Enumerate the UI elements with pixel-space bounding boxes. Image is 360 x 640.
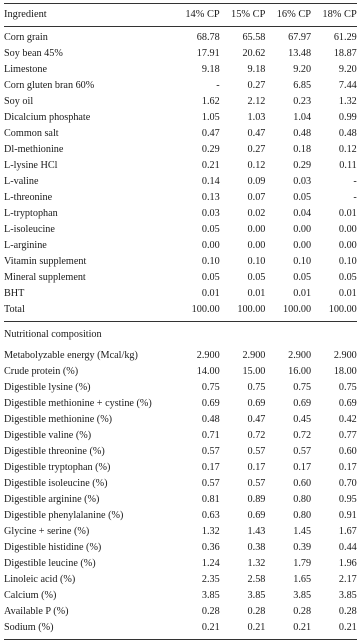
row-value: 0.07 bbox=[247, 192, 266, 203]
row-value: 0.75 bbox=[247, 382, 266, 393]
table-row bbox=[4, 412, 357, 428]
diet-composition-table bbox=[4, 3, 357, 640]
row-value: 7.44 bbox=[338, 80, 357, 91]
table-row bbox=[4, 30, 357, 46]
row-value: 67.97 bbox=[288, 32, 312, 43]
row-value: 9.18 bbox=[201, 64, 220, 75]
row-value: 0.60 bbox=[338, 446, 357, 457]
row-value: 3.85 bbox=[293, 590, 312, 601]
row-label: Corn gluten bran 60% bbox=[4, 80, 95, 91]
row-value: 14.00 bbox=[196, 366, 220, 377]
row-value: 0.09 bbox=[247, 176, 266, 187]
row-value: 0.48 bbox=[293, 128, 312, 139]
row-value: 0.75 bbox=[338, 382, 357, 393]
row-value: - bbox=[353, 176, 357, 187]
row-value: 18.87 bbox=[333, 48, 357, 59]
row-label: L-isoleucine bbox=[4, 224, 55, 235]
row-value: 20.62 bbox=[242, 48, 266, 59]
row-value: 13.48 bbox=[288, 48, 312, 59]
table-row bbox=[4, 62, 357, 78]
row-value: 0.03 bbox=[201, 208, 220, 219]
row-value: 0.05 bbox=[338, 272, 357, 283]
table-row bbox=[4, 46, 357, 62]
row-value: 0.39 bbox=[293, 542, 312, 553]
row-label: BHT bbox=[4, 288, 25, 299]
row-label: Digestible lysine (%) bbox=[4, 382, 91, 393]
row-label: Metabolyzable energy (Mcal/kg) bbox=[4, 350, 138, 361]
row-value: 0.28 bbox=[338, 606, 357, 617]
row-label: Linoleic acid (%) bbox=[4, 574, 76, 585]
row-value: 0.80 bbox=[293, 494, 312, 505]
row-value: 0.23 bbox=[293, 96, 312, 107]
row-value: 0.69 bbox=[293, 398, 312, 409]
row-value: 1.45 bbox=[293, 526, 312, 537]
row-value: 0.02 bbox=[247, 208, 266, 219]
row-value: 1.32 bbox=[201, 526, 220, 537]
row-label: Mineral supplement bbox=[4, 272, 86, 283]
row-value: 0.57 bbox=[293, 446, 312, 457]
row-value: 1.79 bbox=[293, 558, 312, 569]
row-value: 0.47 bbox=[201, 128, 220, 139]
row-value: 0.28 bbox=[247, 606, 266, 617]
row-value: 0.00 bbox=[247, 224, 266, 235]
row-value: 0.27 bbox=[247, 144, 266, 155]
row-value: 0.21 bbox=[338, 622, 357, 633]
row-value: 1.96 bbox=[338, 558, 357, 569]
table-row bbox=[4, 348, 357, 364]
table-row bbox=[4, 302, 357, 318]
row-value: 3.85 bbox=[247, 590, 266, 601]
row-value: 0.21 bbox=[201, 160, 220, 171]
row-value: 0.00 bbox=[293, 240, 312, 251]
row-label: Dl-methionine bbox=[4, 144, 64, 155]
row-value: 0.38 bbox=[247, 542, 266, 553]
table-row bbox=[4, 158, 357, 174]
row-value: 0.03 bbox=[293, 176, 312, 187]
row-value: 0.10 bbox=[338, 256, 357, 267]
row-value: 0.17 bbox=[247, 462, 266, 473]
row-value: 0.17 bbox=[201, 462, 220, 473]
row-label: Vitamin supplement bbox=[4, 256, 87, 267]
row-value: 0.11 bbox=[339, 160, 357, 171]
row-value: 6.85 bbox=[293, 80, 312, 91]
row-value: - bbox=[353, 192, 357, 203]
row-value: 0.60 bbox=[293, 478, 312, 489]
table-row bbox=[4, 460, 357, 476]
table-row bbox=[4, 380, 357, 396]
row-value: 0.01 bbox=[338, 208, 357, 219]
row-value: 61.29 bbox=[333, 32, 357, 43]
row-value: 18.00 bbox=[333, 366, 357, 377]
row-label: Glycine + serine (%) bbox=[4, 526, 90, 537]
row-value: 2.17 bbox=[338, 574, 357, 585]
row-label: Digestible arginine (%) bbox=[4, 494, 100, 505]
row-value: 0.01 bbox=[338, 288, 357, 299]
row-value: 0.48 bbox=[338, 128, 357, 139]
row-value: 0.21 bbox=[247, 622, 266, 633]
row-value: 0.63 bbox=[201, 510, 220, 521]
row-value: 0.12 bbox=[338, 144, 357, 155]
row-label: Corn grain bbox=[4, 32, 48, 43]
row-value: 0.10 bbox=[201, 256, 220, 267]
row-label: Digestible tryptophan (%) bbox=[4, 462, 111, 473]
row-value: 0.57 bbox=[201, 478, 220, 489]
row-value: 0.00 bbox=[338, 240, 357, 251]
table-row bbox=[4, 254, 357, 270]
table-row bbox=[4, 572, 357, 588]
row-value: 65.58 bbox=[242, 32, 266, 43]
row-value: 100.00 bbox=[191, 304, 220, 315]
table-row bbox=[4, 476, 357, 492]
table-row bbox=[4, 190, 357, 206]
row-value: 0.48 bbox=[201, 414, 220, 425]
row-value: 2.900 bbox=[242, 350, 266, 361]
table-row bbox=[4, 126, 357, 142]
row-value: 9.20 bbox=[338, 64, 357, 75]
table-row bbox=[4, 428, 357, 444]
row-label: L-lysine HCl bbox=[4, 160, 58, 171]
row-label: L-threonine bbox=[4, 192, 53, 203]
table-row bbox=[4, 492, 357, 508]
row-value: 0.00 bbox=[293, 224, 312, 235]
row-value: 1.67 bbox=[338, 526, 357, 537]
row-value: 1.24 bbox=[201, 558, 220, 569]
row-value: 0.69 bbox=[247, 398, 266, 409]
row-label: Dicalcium phosphate bbox=[4, 112, 91, 123]
row-value: 2.900 bbox=[333, 350, 357, 361]
row-value: 15.00 bbox=[242, 366, 266, 377]
nutrition-section-title: Nutritional composition bbox=[4, 329, 102, 340]
nutrition-section bbox=[4, 348, 357, 636]
row-value: 1.43 bbox=[247, 526, 266, 537]
table-row bbox=[4, 396, 357, 412]
row-value: 0.47 bbox=[247, 128, 266, 139]
header-col-18cp: 18% CP bbox=[322, 9, 357, 20]
row-value: 0.57 bbox=[201, 446, 220, 457]
row-value: 0.89 bbox=[247, 494, 266, 505]
row-value: 1.65 bbox=[293, 574, 312, 585]
row-value: 1.04 bbox=[293, 112, 312, 123]
row-value: 0.18 bbox=[293, 144, 312, 155]
row-value: 9.20 bbox=[293, 64, 312, 75]
row-value: 0.27 bbox=[247, 80, 266, 91]
table-row bbox=[4, 604, 357, 620]
row-value: 0.57 bbox=[247, 446, 266, 457]
table-row bbox=[4, 524, 357, 540]
row-label: Sodium (%) bbox=[4, 622, 54, 633]
row-value: 0.36 bbox=[201, 542, 220, 553]
row-value: 0.17 bbox=[293, 462, 312, 473]
row-value: 0.01 bbox=[247, 288, 266, 299]
row-value: 2.35 bbox=[201, 574, 220, 585]
row-value: 0.42 bbox=[338, 414, 357, 425]
row-value: 3.85 bbox=[338, 590, 357, 601]
row-value: 0.69 bbox=[338, 398, 357, 409]
row-value: 0.77 bbox=[338, 430, 357, 441]
row-value: 0.14 bbox=[201, 176, 220, 187]
table-row bbox=[4, 142, 357, 158]
header-col-14cp: 14% CP bbox=[185, 9, 220, 20]
row-value: 1.05 bbox=[201, 112, 220, 123]
row-value: 0.10 bbox=[247, 256, 266, 267]
row-value: 0.80 bbox=[293, 510, 312, 521]
header-col-15cp: 15% CP bbox=[231, 9, 266, 20]
row-label: Limestone bbox=[4, 64, 48, 75]
row-value: 1.62 bbox=[201, 96, 220, 107]
table-row bbox=[4, 78, 357, 94]
row-label: Digestible threonine (%) bbox=[4, 446, 105, 457]
row-value: 1.32 bbox=[247, 558, 266, 569]
row-label: Common salt bbox=[4, 128, 59, 139]
row-value: 0.00 bbox=[201, 240, 220, 251]
row-value: 100.00 bbox=[283, 304, 312, 315]
row-value: 0.81 bbox=[201, 494, 220, 505]
row-value: 0.75 bbox=[293, 382, 312, 393]
table-row bbox=[4, 588, 357, 604]
row-label: Digestible methionine + cystine (%) bbox=[4, 398, 152, 409]
table-row bbox=[4, 556, 357, 572]
row-value: 0.70 bbox=[338, 478, 357, 489]
row-value: 0.05 bbox=[293, 272, 312, 283]
ingredients-section bbox=[4, 30, 357, 318]
table-row bbox=[4, 444, 357, 460]
row-value: 0.72 bbox=[247, 430, 266, 441]
row-value: 0.72 bbox=[293, 430, 312, 441]
row-value: 0.05 bbox=[201, 272, 220, 283]
table-row bbox=[4, 238, 357, 254]
row-value: 0.01 bbox=[201, 288, 220, 299]
row-value: 100.00 bbox=[237, 304, 266, 315]
row-value: 100.00 bbox=[328, 304, 357, 315]
row-value: 0.75 bbox=[201, 382, 220, 393]
row-value: 16.00 bbox=[288, 366, 312, 377]
row-value: 2.12 bbox=[247, 96, 266, 107]
row-value: 0.13 bbox=[201, 192, 220, 203]
row-value: 1.32 bbox=[338, 96, 357, 107]
row-value: 0.00 bbox=[338, 224, 357, 235]
row-value: 0.28 bbox=[293, 606, 312, 617]
row-value: 0.01 bbox=[293, 288, 312, 299]
row-value: 0.21 bbox=[293, 622, 312, 633]
row-value: 68.78 bbox=[196, 32, 220, 43]
row-label: Digestible histidine (%) bbox=[4, 542, 102, 553]
row-value: 0.10 bbox=[293, 256, 312, 267]
table-row bbox=[4, 364, 357, 380]
row-value: 0.91 bbox=[338, 510, 357, 521]
row-value: 0.00 bbox=[247, 240, 266, 251]
table-row bbox=[4, 286, 357, 302]
row-label: L-arginine bbox=[4, 240, 47, 251]
row-value: 0.29 bbox=[201, 144, 220, 155]
row-value: 0.21 bbox=[201, 622, 220, 633]
row-value: 0.17 bbox=[338, 462, 357, 473]
header-ingredient: Ingredient bbox=[4, 9, 47, 20]
row-value: 0.71 bbox=[201, 430, 220, 441]
table-row bbox=[4, 540, 357, 556]
table-row bbox=[4, 174, 357, 190]
row-value: 0.99 bbox=[338, 112, 357, 123]
row-label: Digestible methionine (%) bbox=[4, 414, 113, 425]
table-row bbox=[4, 110, 357, 126]
table-row bbox=[4, 620, 357, 636]
row-value: 0.12 bbox=[247, 160, 266, 171]
row-value: 3.85 bbox=[201, 590, 220, 601]
row-value: 0.05 bbox=[247, 272, 266, 283]
row-value: 2.58 bbox=[247, 574, 266, 585]
row-label: Crude protein (%) bbox=[4, 366, 79, 377]
row-value: 0.28 bbox=[201, 606, 220, 617]
row-value: - bbox=[216, 80, 220, 91]
row-value: 0.69 bbox=[201, 398, 220, 409]
row-value: 0.57 bbox=[247, 478, 266, 489]
row-value: 0.04 bbox=[293, 208, 312, 219]
row-label: Soy bean 45% bbox=[4, 48, 63, 59]
row-value: 0.95 bbox=[338, 494, 357, 505]
row-value: 0.45 bbox=[293, 414, 312, 425]
row-label: Digestible leucine (%) bbox=[4, 558, 96, 569]
table-row bbox=[4, 206, 357, 222]
row-value: 0.47 bbox=[247, 414, 266, 425]
row-value: 0.05 bbox=[293, 192, 312, 203]
row-label: Available P (%) bbox=[4, 606, 69, 617]
row-value: 0.44 bbox=[338, 542, 357, 553]
row-label: Total bbox=[4, 304, 25, 315]
row-value: 2.900 bbox=[196, 350, 220, 361]
row-value: 2.900 bbox=[288, 350, 312, 361]
row-label: Digestible phenylalanine (%) bbox=[4, 510, 124, 521]
row-label: Digestible valine (%) bbox=[4, 430, 92, 441]
header-col-16cp: 16% CP bbox=[276, 9, 312, 20]
table-header-row bbox=[4, 4, 357, 26]
nutrition-section-title-row bbox=[4, 322, 357, 348]
table-row bbox=[4, 222, 357, 238]
table-row bbox=[4, 508, 357, 524]
row-value: 0.29 bbox=[293, 160, 312, 171]
row-label: L-valine bbox=[4, 176, 39, 187]
row-value: 9.18 bbox=[247, 64, 266, 75]
table-row bbox=[4, 94, 357, 110]
row-value: 1.03 bbox=[247, 112, 266, 123]
row-label: Soy oil bbox=[4, 96, 34, 107]
table-row bbox=[4, 270, 357, 286]
row-label: Digestible isoleucine (%) bbox=[4, 478, 108, 489]
row-value: 0.05 bbox=[201, 224, 220, 235]
row-label: L-tryptophan bbox=[4, 208, 58, 219]
row-value: 17.91 bbox=[196, 48, 220, 59]
row-value: 0.69 bbox=[247, 510, 266, 521]
row-label: Calcium (%) bbox=[4, 590, 57, 601]
